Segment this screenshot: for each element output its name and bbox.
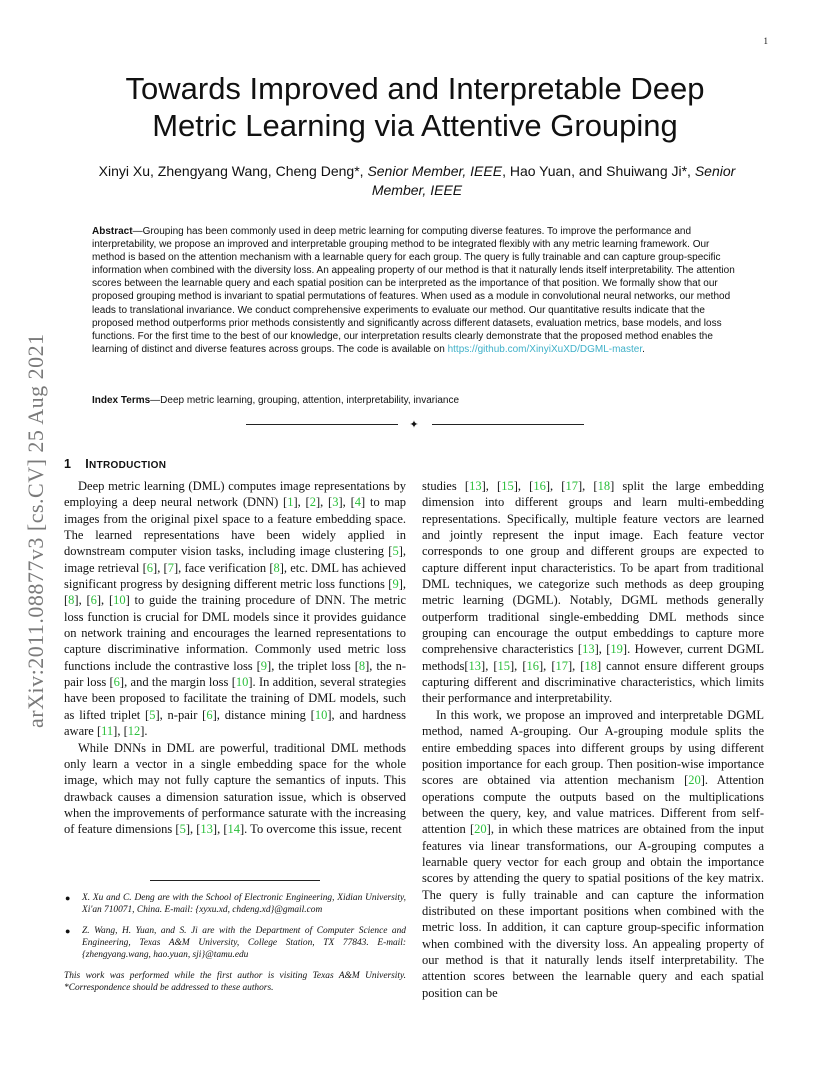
citation-link[interactable]: 10 (314, 707, 328, 722)
citation-link[interactable]: 9 (260, 658, 268, 673)
abstract-label: Abstract (92, 226, 133, 237)
citation-link[interactable]: 13 (469, 479, 482, 493)
body-column-left (64, 478, 406, 838)
section-title: INTRODUCTION (85, 457, 167, 471)
arxiv-identifier-stamp: arXiv:2011.08877v3 [cs.CV] 25 Aug 2021 (23, 333, 48, 728)
citation-link[interactable]: 6 (146, 560, 154, 575)
footnote-rule (150, 880, 320, 881)
citation-link[interactable]: 13 (468, 658, 482, 673)
citation-link[interactable]: 16 (526, 658, 539, 673)
bullet-icon: ● (65, 926, 71, 936)
abstract (92, 225, 737, 356)
citation-link[interactable]: 15 (497, 658, 511, 673)
abstract-end: . (642, 343, 645, 355)
citation-link[interactable]: 19 (610, 642, 623, 657)
citation-link[interactable]: 3 (332, 495, 339, 510)
citation-link[interactable]: 20 (474, 822, 487, 837)
abstract-text: —Grouping has been commonly used in deep metric learning for computing diverse features. To improve the performance and interpretability, we propose an improved and interpretable grouping method to be integrated flexibly with any metric learning framework. Our method is based on the attention mechanism with a learnable query for each group. The query is fully trainable and can capture group-specific information when combined with the diversity loss. An appealing property of our method is that it naturally lends itself interpretability. The attention scores between the learnable query and each spatial position can be interpreted as the importance of that position. We formally show that our proposed grouping method is invariant to spatial permutations of features. When used as a module in convolutional neural networks, our method leads to translational invariance. We conduct comprehensive experiments to evaluate our method. Our quantitative results indicate that the proposed method outperforms prior methods consistently and significantly across different datasets, evaluation metrics, base models, and loss functions. For the first time to the best of our knowledge, our interpretation results clearly demonstrate that the proposed method enables the learning of distinct and diverse features across groups. The code is available on (92, 226, 735, 355)
authors-membership-2: Senior Member, IEEE (371, 163, 736, 198)
citation-link[interactable]: 6 (206, 707, 213, 722)
citation-link[interactable]: 17 (555, 658, 568, 673)
citation-link[interactable]: 4 (354, 495, 361, 510)
citation-link[interactable]: 12 (127, 724, 141, 739)
authors-text-2: , Hao Yuan, and Shuiwang Ji*, (502, 163, 695, 179)
page-number: 1 (763, 36, 768, 46)
citation-link[interactable]: 1 (287, 495, 294, 510)
citation-link[interactable]: 5 (179, 822, 186, 837)
citation-link[interactable]: 8 (358, 658, 366, 673)
index-terms (92, 394, 737, 407)
citation-link[interactable]: 18 (584, 658, 597, 673)
citation-link[interactable]: 8 (273, 560, 280, 575)
citation-link[interactable]: 11 (101, 724, 114, 739)
citation-link[interactable]: 14 (227, 822, 240, 837)
author-list (72, 162, 762, 200)
footnote-text: X. Xu and C. Deng are with the School of Electronic Engineering, Xidian University, Xi'an 710071, China. E-mail: {xyxu.xd, chdeng.xd}@gmail.com (82, 893, 406, 915)
separator-ornament-icon: ✦ (409, 418, 419, 431)
footnote-correspondence: This work was performed while the first author is visiting Texas A&M University. *Correspondence should be addressed to these authors. (64, 971, 406, 993)
bullet-icon: ● (65, 893, 71, 903)
authors-membership-1: Senior Member, IEEE (367, 163, 503, 179)
section-separator (246, 419, 584, 431)
index-terms-label: Index Terms (92, 395, 151, 406)
citation-link[interactable]: 6 (90, 593, 97, 608)
citation-link[interactable]: 20 (688, 773, 701, 788)
citation-link[interactable]: 5 (149, 707, 156, 722)
index-terms-text: —Deep metric learning, grouping, attention, interpretability, invariance (150, 395, 460, 406)
body-paragraph: In this work, we propose an improved and interpretable DGML method, named A-grouping. Our A-grouping module splits the entire embedding spaces into different groups by using different position importance for each group. Then position-wise importance scores are obtained via attention mechanism [20]. Attention operations compute the outputs based on the multiplications between the query, key, and value matrices. Different from self-attention [20], in which these matrices are obtained from the input features via linear transformations, our A-grouping computes a learnable query vector for each group and obtain the importance scores by attending the query to spatial positions of the key matrix. The query is fully trainable and can capture the information distributed on these important positions when combined with the metric loss. In addition, it can capture group-specific information when combined with the diversity loss. An appealing property of our method is that it naturally lends itself interpretability. The attention scores between the learnable query and each spatial position can be (422, 707, 764, 1000)
authors-text-1: Xinyi Xu, Zhengyang Wang, Cheng Deng*, (98, 163, 368, 179)
citation-link[interactable]: 5 (392, 544, 399, 559)
citation-link[interactable]: 17 (565, 479, 578, 493)
section-heading (64, 457, 166, 471)
body-column-right (422, 478, 764, 1001)
citation-link[interactable]: 6 (113, 675, 120, 690)
citation-link[interactable]: 13 (200, 822, 213, 837)
citation-link[interactable]: 10 (235, 675, 249, 690)
citation-link[interactable]: 18 (597, 479, 611, 493)
citation-link[interactable]: 7 (167, 560, 174, 575)
section-number: 1 (64, 457, 72, 471)
footnotes (64, 892, 406, 994)
separator-line-right (432, 424, 584, 425)
citation-link[interactable]: 13 (582, 642, 595, 657)
footnote-affiliation-2 (64, 925, 406, 961)
footnote-text: Z. Wang, H. Yuan, and S. Ji are with the Department of Computer Science and Engineering, Texas A&M University, College Station, TX 77843. E-mail: {zhengyang.wang, hao.yuan, sji}@tamu.edu (82, 926, 406, 960)
footnote-affiliation-1 (64, 892, 406, 916)
body-paragraph: studies [13], [15], [16], [17], [18] split the large embedding dimension into different groups and learn multi-embedding representations. Specifically, multiple feature vectors are learned and jointly represent the input image. Each feature vector corresponds to one group and different groups are expected to capture different input characteristics. To be apart from traditional DML techniques, we categorize such methods as deep grouping metric learning (DGML). Notably, DGML methods generally outperform traditional single-embedding DML methods since grouping can encourage the output embeddings to capture more comprehensive characteristics [13], [19]. However, current DGML methods[13], [15], [16], [17], [18] cannot ensure different groups capturing different and discriminative characteristics, which limits their performance and interpretability. (422, 479, 765, 706)
code-repository-link[interactable]: https://github.com/XinyiXuXD/DGML-master (447, 343, 643, 355)
body-paragraph: Deep metric learning (DML) computes image representations by employing a deep neural network (DNN) [1], [2], [3], [4] to map images from the original pixel space to a feature embedding space. The learned representations have been widely applied in downstream computer vision tasks, including image clustering [5], image retrieval [6], [7], face verification [8], etc. DML has achieved significant progress by designing different metric loss functions [9], [8], [6], [10] to guide the training procedure of DNN. The metric loss function is crucial for DML models since it provides guidance on network training and encourages the learned representations to capture discriminative information. Commonly used metric loss functions include the contrastive loss [9], the triplet loss [8], the n-pair loss [6], and the margin loss [10]. In addition, several strategies have been proposed to facilitate the training of DML models, such as lifted triplet [5], n-pair [6], distance mining [10], and hardness aware [11], [12]. (64, 479, 407, 739)
citation-link[interactable]: 10 (113, 593, 126, 608)
paper-title: Towards Improved and Interpretable Deep Metric Learning via Attentive Grouping (125, 71, 705, 143)
citation-link[interactable]: 8 (68, 593, 75, 608)
separator-line-left (246, 424, 398, 425)
citation-link[interactable]: 15 (501, 479, 514, 493)
citation-link[interactable]: 9 (392, 577, 399, 592)
citation-link[interactable]: 16 (533, 479, 546, 493)
body-paragraph: While DNNs in DML are powerful, traditional DML methods only learn a vector in a single embedding space for the whole image, which may not fully capture the semantics of inputs. This drawback causes a dimension saturation issue, which is observed when the improvements of performance saturate with the increasing of feature dimensions [5], [13], [14]. To overcome this issue, recent (64, 740, 406, 837)
citation-link[interactable]: 2 (309, 495, 316, 510)
